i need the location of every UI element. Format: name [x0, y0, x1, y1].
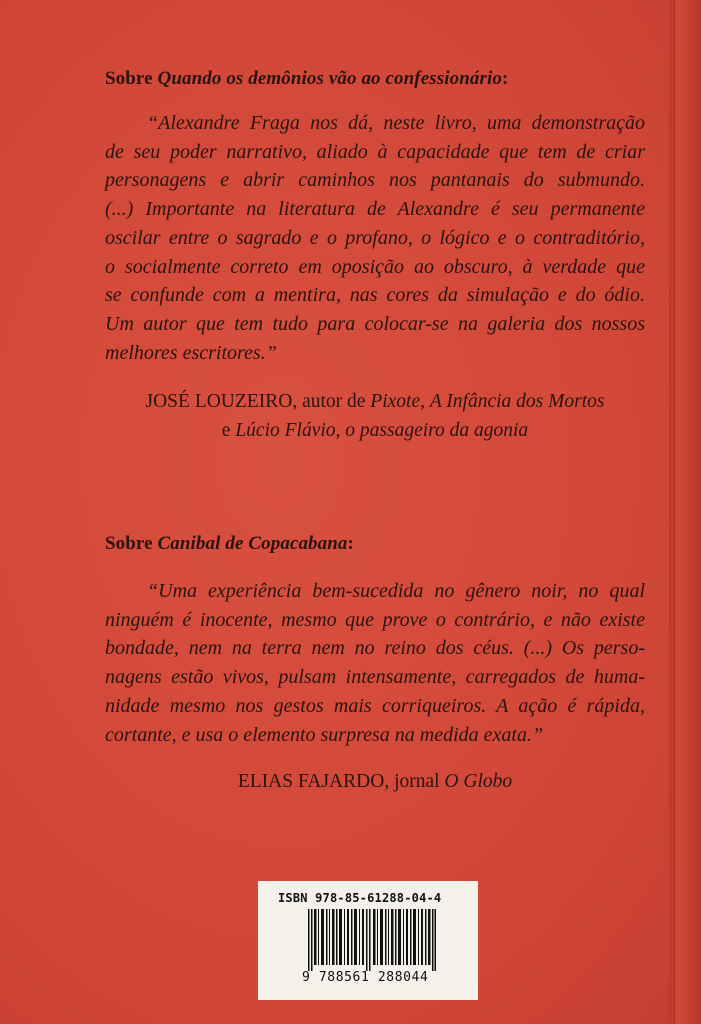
spine-fold-line [673, 0, 675, 1024]
work-title: Pixote [370, 391, 421, 413]
review-quote-1 [105, 109, 645, 367]
review-attribution-2 [105, 767, 645, 796]
book-title: Quando os demônios vão ao confessionário [157, 68, 502, 89]
review-heading-1 [105, 68, 645, 90]
attribution-text: , jornal [384, 771, 445, 793]
quote-line: de seu poder narrativo, aliado à capacidade que tem de criar [105, 140, 645, 163]
attribution-text: e [221, 420, 236, 442]
book-title: Canibal de Copacabana [157, 533, 348, 554]
quote-line: bondade, nem na terra nem no reino dos céus. (...) Os perso- [105, 637, 645, 660]
review-heading-2 [105, 533, 645, 555]
ean-digits: 9 788561 288044 [302, 970, 429, 985]
attribution-line [105, 767, 645, 796]
review-section-2 [105, 533, 645, 796]
barcode-bars [308, 909, 436, 971]
quote-line: ninguém é inocente, mesmo que prove o contrário, e não existe [105, 608, 645, 631]
quote-line: Um autor que tem tudo para colocar-se na galeria dos nossos [105, 312, 645, 335]
quote-line: nagens estão vivos, pulsam intensamente, carregados de huma- [105, 666, 645, 689]
review-attribution-1 [105, 387, 645, 445]
attribution-line [105, 387, 645, 416]
attribution-line [105, 416, 645, 445]
work-title: O Globo [444, 771, 513, 793]
attribution-text: , autor de [292, 391, 371, 413]
review-section-1 [105, 68, 645, 445]
quote-line: o socialmente correto em oposição ao obscuro, à verdade que [105, 255, 645, 278]
quote-line: “Uma experiência bem-sucedida no gênero noir, no qual [147, 580, 645, 602]
attribution-text: , [420, 391, 430, 413]
quote-line: “Alexandre Fraga nos dá, neste livro, uma demonstração [147, 112, 645, 134]
quote-line: (...) Importante na literatura de Alexandre é seu permanente [105, 198, 645, 221]
reviewer-name: JOSÉ LOUZEIRO [145, 391, 293, 413]
quote-line: nidade mesmo nos gestos mais corriqueiros. A ação é rápida, [105, 694, 645, 717]
quote-line: melhores escritores.” [105, 341, 277, 364]
work-title: Lúcio Flávio, o passageiro da agonia [235, 420, 529, 442]
review-quote-2 [105, 577, 645, 749]
quote-line: cortante, e usa o elemento surpresa na medida exata.” [105, 723, 544, 746]
heading-suffix: : [347, 533, 354, 554]
heading-prefix: Sobre [105, 68, 158, 89]
quote-line: personagens e abrir caminhos nos pantanais do submundo. [105, 169, 645, 192]
work-title: A Infância dos Mortos [429, 391, 605, 413]
isbn-barcode-label [258, 881, 478, 1000]
quote-line: se confunde com a mentira, nas cores da simulação e do ódio. [105, 284, 645, 307]
isbn-number: ISBN 978-85-61288-04-4 [278, 891, 442, 905]
quote-line: oscilar entre o sagrado e o profano, o lógico e o contraditório, [105, 226, 645, 249]
heading-suffix: : [501, 68, 509, 89]
reviewer-name: ELIAS FAJARDO [237, 771, 385, 793]
heading-prefix: Sobre [105, 533, 158, 554]
